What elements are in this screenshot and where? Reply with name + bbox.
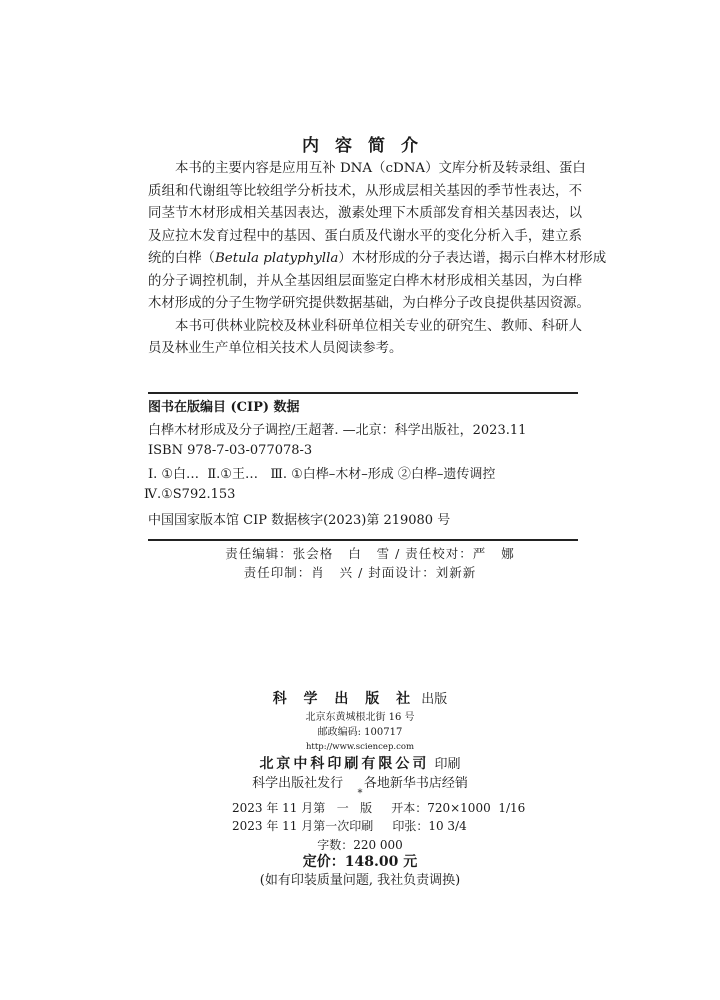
summary-line xyxy=(148,248,607,271)
cip-classification-1: Ⅰ. ①白… Ⅱ.①王… Ⅲ. ①白桦–木材–形成 ②白桦–遗传调控 xyxy=(148,467,496,482)
summary-line: 木材形成的分子生物学研究提供数据基础，为白桦分子改良提供基因资源。 xyxy=(148,296,590,311)
summary-line: 及应拉木发育过程中的基因、蛋白质及代谢水平的变化分析入手，建立系 xyxy=(148,228,582,244)
cip-heading: 图书在版编目 (CIP) 数据 xyxy=(148,400,300,415)
publisher-name: 科 学 出 版 社 xyxy=(272,691,417,707)
cip-classification-2: Ⅳ.①S792.153 xyxy=(144,487,236,502)
species-name: Betula platyphylla xyxy=(214,251,339,266)
quality-notice: (如有印装质量问题, 我社负责调换) xyxy=(259,873,461,888)
publisher-postcode: 邮政编码: 100717 xyxy=(317,727,403,738)
edition-line: 2023 年 11 月第 一 版 开本：720×1000 1/16 xyxy=(232,801,526,815)
asterisk-separator: * xyxy=(357,788,363,799)
summary-line: 本书可供林业院校及林业科研单位相关专业的研究生、教师、科研人 xyxy=(175,318,582,334)
summary-text: 统的白桦（ xyxy=(148,251,215,266)
publisher-suffix: 出版 xyxy=(421,692,448,707)
summary-line: 员及林业生产单位相关技术人员阅读参考。 xyxy=(148,341,403,356)
publisher-url: http://www.sciencep.com xyxy=(305,742,415,752)
summary-line: 的分子调控机制，并从全基因组层面鉴定白桦木材形成相关基因，为白桦 xyxy=(148,273,582,289)
cip-title-line: 白桦木材形成及分子调控/王超著. —北京：科学出版社，2023.11 xyxy=(148,423,527,438)
printer-suffix: 印刷 xyxy=(434,757,461,772)
summary-line: 本书的主要内容是应用互补 DNA（cDNA）文库分析及转录组、蛋白 xyxy=(175,161,586,176)
printer-line xyxy=(0,753,720,773)
printer-name: 北京中科印刷有限公司 xyxy=(259,756,430,772)
publisher-address: 北京东黄城根北街 16 号 xyxy=(305,712,415,723)
credits-line-2: 责任印制：肖 兴 / 封面设计：刘新新 xyxy=(243,565,477,580)
distribution-line: 科学出版社发行 各地新华书店经销 xyxy=(252,776,468,791)
page-title: 内容简介 xyxy=(302,136,434,156)
cip-record-number: 中国国家版本馆 CIP 数据核字(2023)第 219080 号 xyxy=(148,513,451,528)
divider-bottom xyxy=(148,539,578,541)
divider-top xyxy=(148,392,578,394)
cip-block xyxy=(144,398,588,531)
price: 定价：148.00 元 xyxy=(302,854,418,870)
cip-isbn: ISBN 978-7-03-077078-3 xyxy=(148,443,313,458)
printing-line: 2023 年 11 月第一次印刷 印张：10 3/4 xyxy=(232,819,467,833)
summary-line: 同茎节木材形成相关基因表达，激素处理下木质部发育相关基因表达，以 xyxy=(148,206,582,221)
summary-text: ）木材形成的分子表达谱，揭示白桦木材形成 xyxy=(338,251,607,266)
summary-paragraph-1 xyxy=(148,158,607,361)
summary-line: 质组和代谢组等比较组学分析技术，从形成层相关基因的季节性表达，不 xyxy=(148,183,582,199)
word-count: 字数：220 000 xyxy=(317,838,403,852)
credits-line-1: 责任编辑：张会格 白 雪 / 责任校对：严 娜 xyxy=(225,546,515,561)
publisher-line xyxy=(0,688,720,708)
